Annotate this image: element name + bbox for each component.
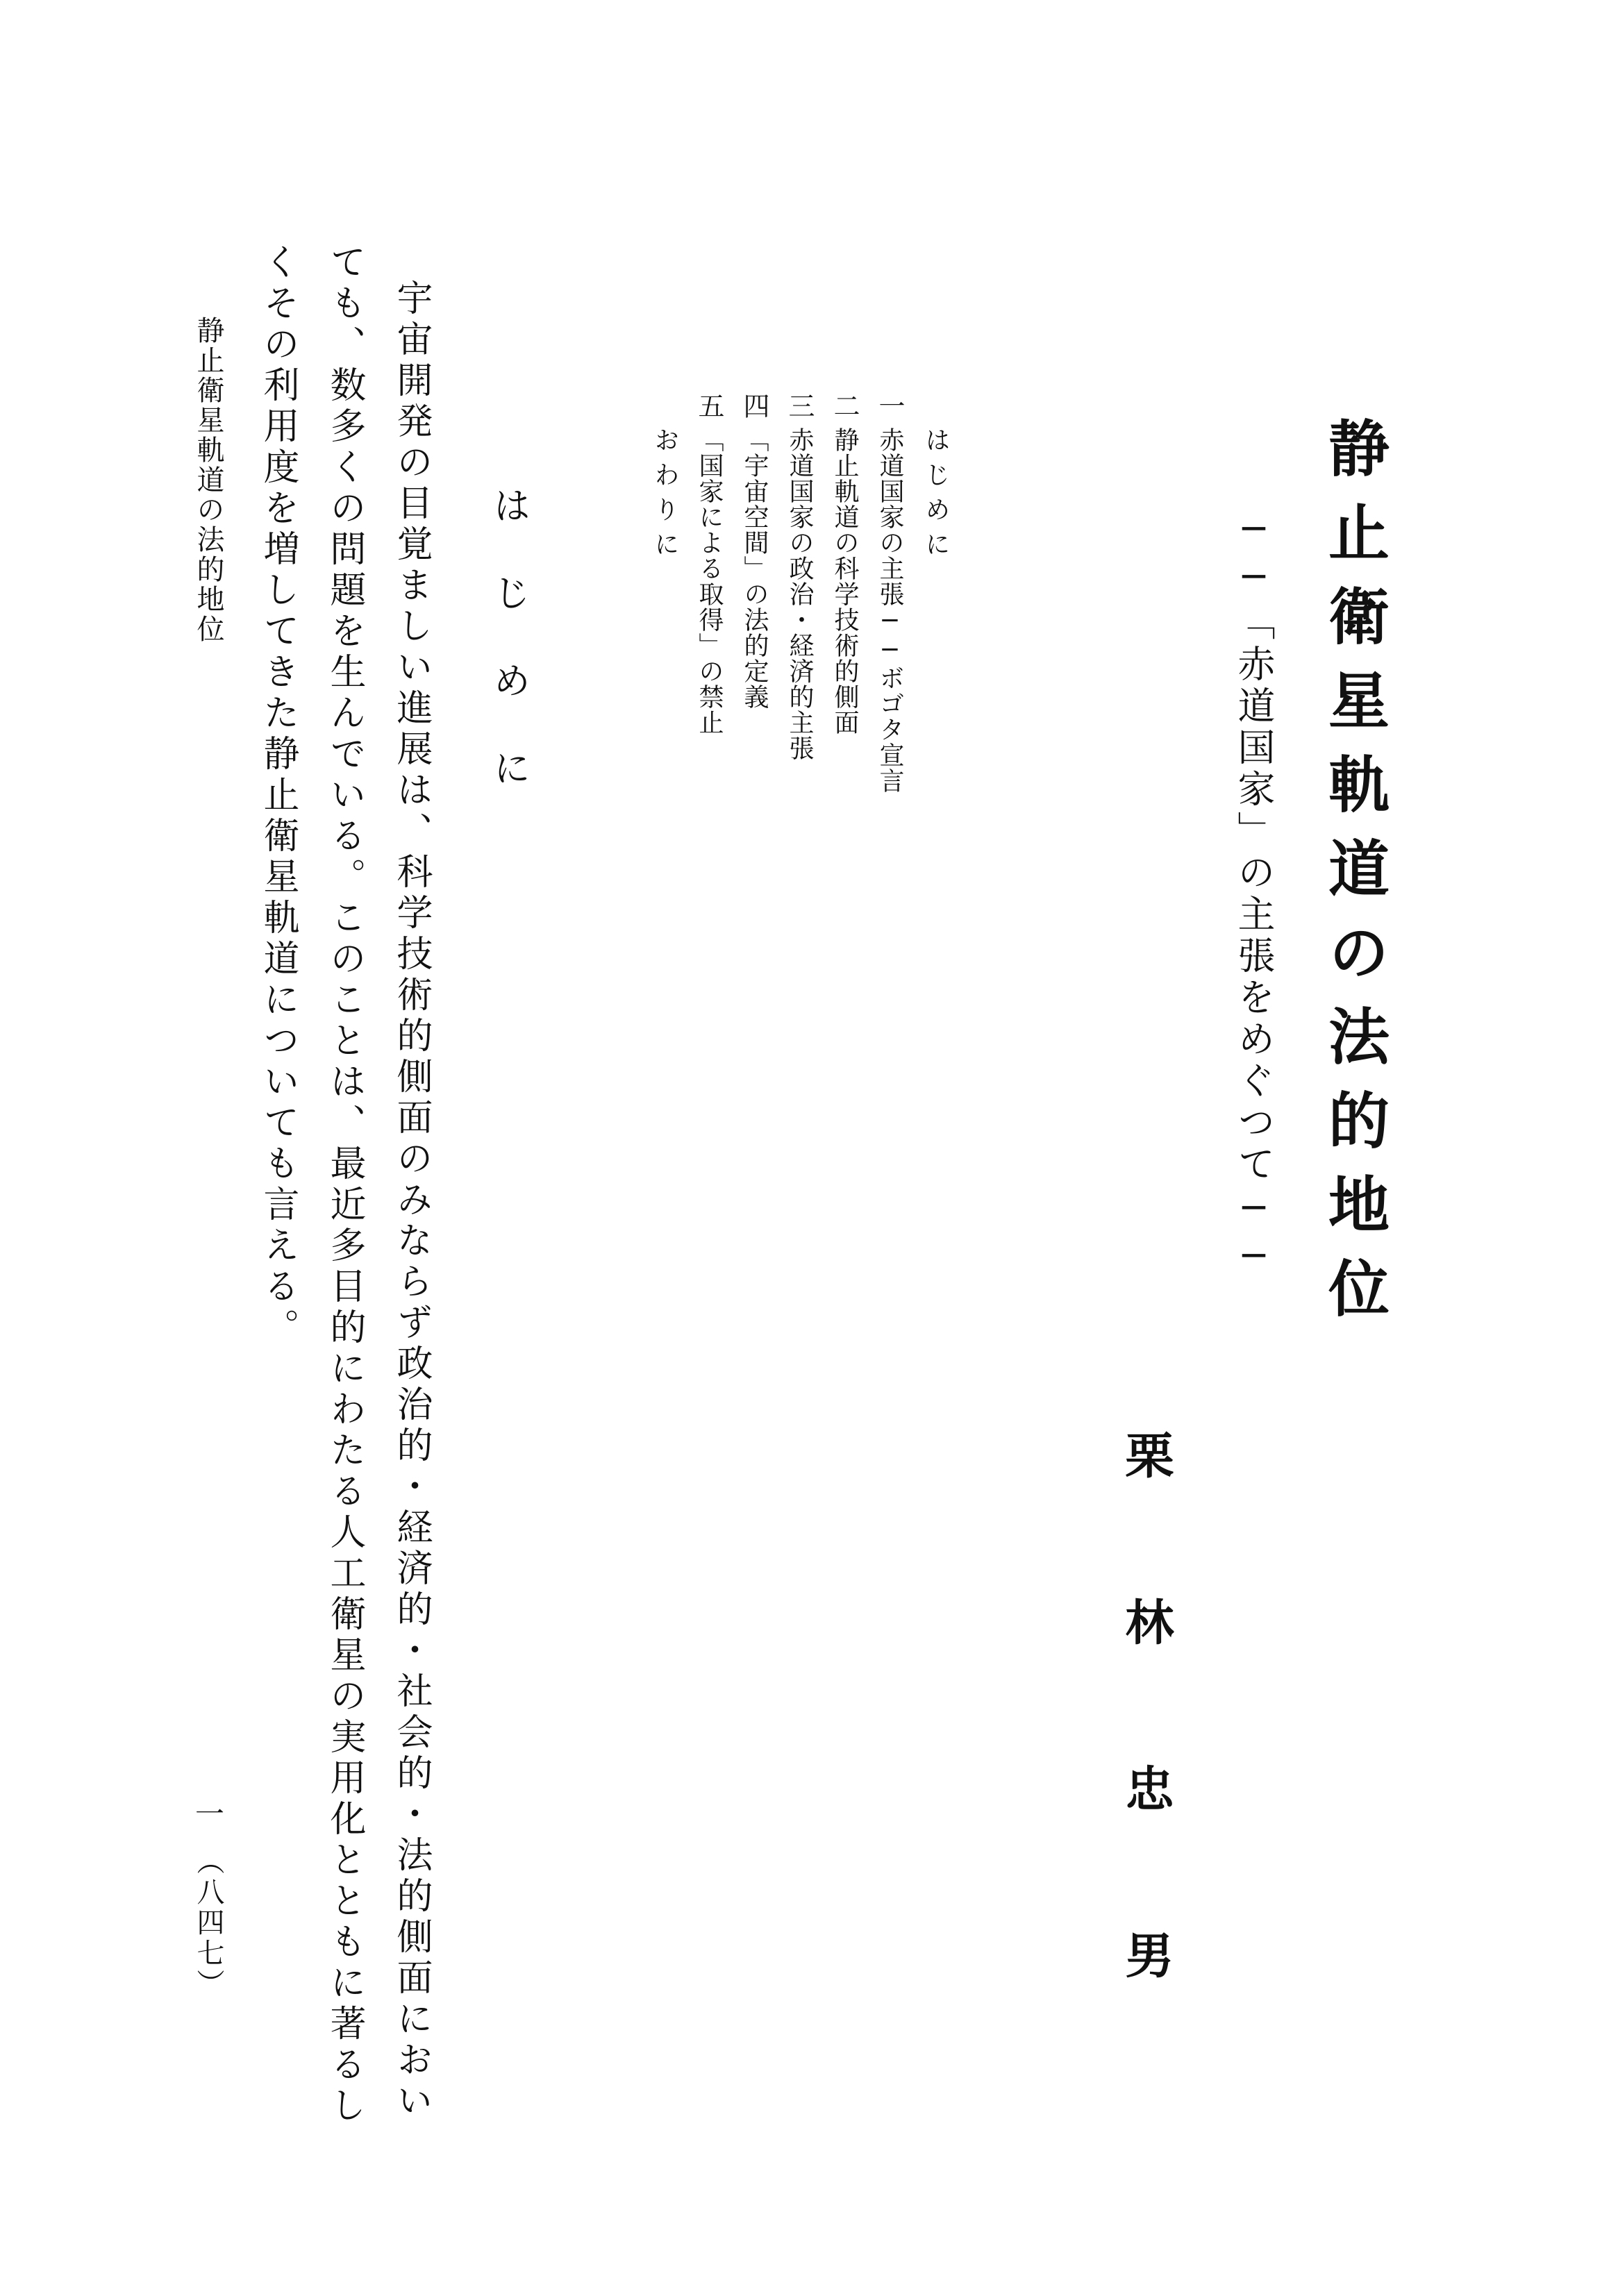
toc-item xyxy=(876,392,903,794)
toc-item xyxy=(923,392,948,566)
paper-title: 静止衛星軌道の法的地位 xyxy=(1319,417,1391,1341)
toc-item xyxy=(831,392,858,735)
toc-item xyxy=(741,392,767,710)
toc-number: 四 xyxy=(739,392,769,419)
toc-label: 赤道国家の主張──ボゴタ宣言 xyxy=(876,427,904,794)
page-number: 一 xyxy=(191,1798,225,1832)
toc-label: 赤道国家の政治・経済的主張 xyxy=(785,427,814,761)
toc-number: 五 xyxy=(694,392,724,419)
toc-label: おわりに xyxy=(651,427,679,566)
author-name: 栗林忠男 xyxy=(1117,1430,1175,2097)
paper-subtitle: ──「赤道国家」の主張をめぐつて── xyxy=(1232,507,1276,1282)
toc-label: 「宇宙空間」の法的定義 xyxy=(740,427,769,710)
toc-label: はじめに xyxy=(921,427,950,566)
toc-number: 一 xyxy=(874,392,905,419)
toc-label: 「国家による取得」の禁止 xyxy=(695,427,724,735)
toc-number: 三 xyxy=(784,392,815,419)
body-paragraph: 宇宙開発の目覚ましい進展は、科学技術的側面のみならず政治的・経済的・社会的・法的側面においても、数多くの問題を生んでいる。このことは、最近多目的にわたる人工衛星の実用化とともに著るしくその利用度を増してきた静止衛星軌道についても言える。 xyxy=(257,243,432,2127)
toc-label: 静止軌道の科学技術的側面 xyxy=(831,427,859,735)
running-title: 静止衛星軌道の法的地位 xyxy=(192,316,224,644)
section-heading: はじめに xyxy=(487,486,531,836)
toc-item xyxy=(784,392,815,761)
toc-item xyxy=(696,392,722,735)
toc-item xyxy=(652,392,677,566)
body-text xyxy=(244,243,444,2159)
volume-page-number: （八四七） xyxy=(192,1847,224,2000)
toc-number: 二 xyxy=(829,392,860,419)
